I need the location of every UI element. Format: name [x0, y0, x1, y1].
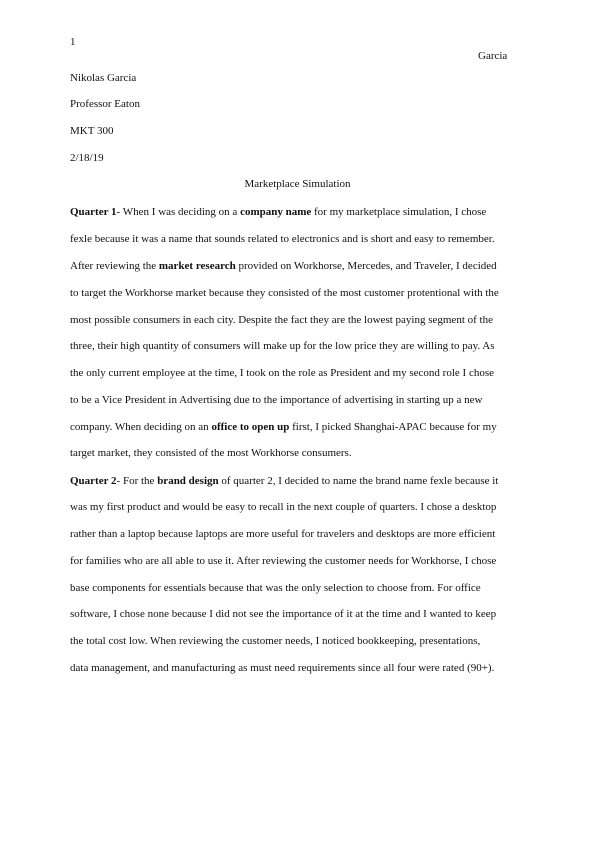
key-term: market research — [158, 260, 236, 272]
paragraph-line: for families who are all able to use it. After reviewing the customer needs for Workhorse, I chose — [70, 555, 497, 567]
document-title: Marketplace Simulation — [244, 178, 351, 190]
key-term: company name — [240, 206, 312, 218]
paragraph-line: fexle because it was a name that sounds related to electronics and is short and easy to remember. — [70, 233, 495, 245]
paragraph-line: Quarter 1- When I was deciding on a company name for my marketplace simulation, I chose — [70, 206, 487, 218]
paragraph-line: base components for essentials because that was the only selection to choose from. For office — [70, 582, 481, 594]
section-label-quarter-1: Quarter 1 — [70, 206, 117, 218]
paragraph-line: company. When deciding on an office to open up first, I picked Shanghai-APAC because for my — [70, 421, 497, 433]
paragraph-line: three, their high quantity of consumers will make up for the low price they are willing to pay. As — [70, 340, 495, 352]
paragraph-line: rather than a laptop because laptops are more useful for travelers and desktops are more efficient — [70, 528, 496, 540]
key-term: brand design — [157, 475, 219, 487]
professor-name: Professor Eaton — [70, 98, 140, 110]
student-name: Nikolas Garcia — [70, 72, 137, 84]
date: 2/18/19 — [70, 152, 104, 164]
paragraph-line: most possible consumers in each city. Despite the fact they are the lowest paying segment of the — [70, 314, 493, 326]
key-term: office to open up — [211, 421, 290, 433]
paragraph-line: was my first product and would be easy to recall in the next couple of quarters. I chose a desktop — [70, 501, 497, 513]
paragraph-line: to target the Workhorse market because they consisted of the most customer protentional with the — [70, 287, 499, 299]
paragraph-line: After reviewing the market research provided on Workhorse, Mercedes, and Traveler, I decided — [70, 260, 497, 272]
page-number: 1 — [70, 36, 76, 48]
paragraph-line: Quarter 2- For the brand design of quarter 2, I decided to name the brand name fexle because it — [70, 475, 499, 487]
course-code: MKT 300 — [70, 125, 114, 137]
paragraph-line: to be a Vice President in Advertising due to the importance of advertising in starting up a new — [70, 394, 483, 406]
running-head: Garcia — [478, 50, 508, 62]
paragraph-line: the total cost low. When reviewing the customer needs, I noticed bookkeeping, presentations, — [70, 635, 481, 647]
section-label-quarter-2: Quarter 2 — [70, 475, 117, 487]
paragraph-line: the only current employee at the time, I took on the role as President and my second role I chose — [70, 367, 494, 379]
paragraph-line: data management, and manufacturing as must need requirements since all four were rated (90+). — [70, 662, 495, 674]
paragraph-line: software, I chose none because I did not see the importance of it at the time and I wanted to keep — [70, 608, 497, 620]
paragraph-line: target market, they consisted of the most Workhorse consumers. — [70, 447, 352, 459]
